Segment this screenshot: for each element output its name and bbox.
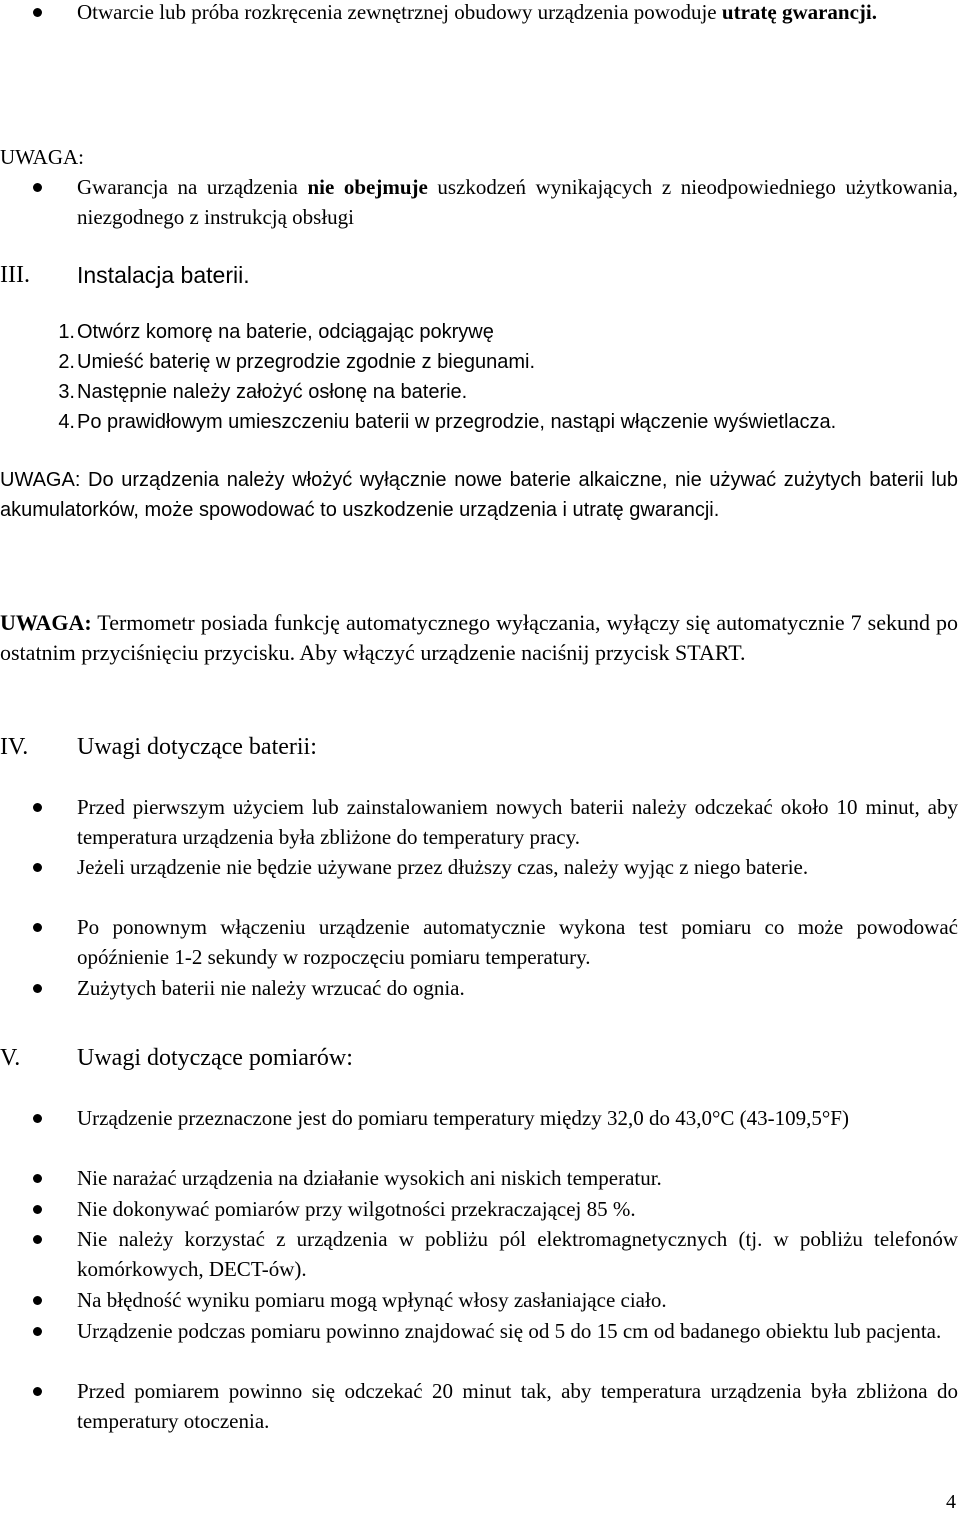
step-text: Następnie należy założyć osłonę na baterie. [77, 381, 468, 403]
auto-off-label: UWAGA: [0, 610, 92, 635]
measurement-item: Urządzenie podczas pomiaru powinno znajdować się od 5 do 15 cm od badanego obiektu lub pacjenta. [77, 1319, 942, 1343]
bullet-icon [33, 1114, 42, 1123]
measurement-item: Nie dokonywać pomiarów przy wilgotności przekraczającej 85 %. [77, 1197, 636, 1221]
section-number: V. [0, 1045, 21, 1071]
section-number: III. [0, 262, 30, 288]
auto-off-text: Termometr posiada funkcję automatycznego wyłączania, wyłączy się automatycznie 7 sekund po ostatnim przyciśnięciu przycisku. Aby włączyć urządzenie naciśnij przycisk START. [0, 610, 958, 665]
step-number: 1. [58, 321, 75, 343]
bullet-icon [33, 1235, 42, 1244]
bullet-icon [33, 1205, 42, 1214]
bullet-icon [33, 183, 42, 192]
warranty-text: Otwarcie lub próba rozkręcenia zewnętrznej obudowy urządzenia powoduje [77, 0, 722, 24]
measurement-item: Przed pomiarem powinno się odczekać 20 minut tak, aby temperatura urządzenia była zbliżona do temperatury otoczenia. [77, 1379, 958, 1433]
battery-item: Zużytych baterii nie należy wrzucać do ognia. [77, 976, 465, 1000]
measurement-item: Na błędność wyniku pomiaru mogą wpłynąć włosy zasłaniające ciało. [77, 1288, 667, 1312]
section-title: Uwagi dotyczące baterii: [77, 734, 317, 760]
measurement-item: Nie należy korzystać z urządzenia w pobliżu pól elektromagnetycznych (tj. w pobliżu telefonów komórkowych, DECT-ów). [77, 1227, 958, 1281]
uwaga-bullet-text-end: uszkodzeń wynikających z nieodpowiedniego użytkowania, niezgodnego z instrukcją obsługi [77, 175, 958, 229]
step-text: Umieść baterię w przegrodzie zgodnie z biegunami. [77, 351, 536, 373]
battery-item: Po ponownym włączeniu urządzenie automatycznie wykona test pomiaru co może powodować opóźnienie 1-2 sekundy w rozpoczęciu pomiaru temperatury. [77, 915, 958, 969]
measurement-item: Urządzenie przeznaczone jest do pomiaru temperatury między 32,0 do 43,0°C (43-109,5°F) [77, 1106, 849, 1130]
section-title: Uwagi dotyczące pomiarów: [77, 1045, 353, 1071]
step-number: 3. [58, 381, 75, 403]
bullet-icon [33, 923, 42, 932]
battery-note: UWAGA: Do urządzenia należy włożyć wyłącznie nowe baterie alkaiczne, nie używać zużytych baterii lub akumulatorków, może spowodować to uszkodzenie urządzenia i utratę gwarancji. [0, 469, 958, 521]
bullet-icon [33, 863, 42, 872]
step-text: Po prawidłowym umieszczeniu baterii w przegrodzie, nastąpi włączenie wyświetlacza. [77, 411, 837, 433]
section-number: IV. [0, 734, 29, 760]
uwaga-label: UWAGA: [0, 145, 84, 169]
bullet-icon [33, 803, 42, 812]
step-number: 2. [58, 351, 75, 373]
auto-off-note [0, 608, 958, 667]
step-text: Otwórz komorę na baterie, odciągając pokrywę [77, 321, 494, 343]
bullet-icon [33, 1174, 42, 1183]
battery-item: Przed pierwszym użyciem lub zainstalowaniem nowych baterii należy odczekać około 10 minut, aby temperatura urządzenia była zbliżone do temperatury pracy. [77, 795, 958, 849]
step-number: 4. [58, 411, 75, 433]
bullet-icon [33, 1327, 42, 1336]
battery-item: Jeżeli urządzenie nie będzie używane przez dłuższy czas, należy wyjąc z niego baterie. [77, 855, 809, 879]
bullet-icon [33, 1387, 42, 1396]
uwaga-bullet-bold: nie obejmuje [307, 175, 428, 199]
bullet-icon [33, 8, 42, 17]
section-title: Instalacja baterii. [77, 262, 250, 288]
uwaga-bullet-text: Gwarancja na urządzenia [77, 175, 308, 199]
bullet-icon [33, 984, 42, 993]
bullet-icon [33, 1296, 42, 1305]
warranty-bullet [77, 0, 958, 28]
measurement-item: Nie narażać urządzenia na działanie wysokich ani niskich temperatur. [77, 1166, 662, 1190]
warranty-bold: utratę gwarancji. [721, 0, 878, 24]
uwaga-bullet [77, 173, 958, 232]
page-number: 4 [946, 1491, 956, 1513]
